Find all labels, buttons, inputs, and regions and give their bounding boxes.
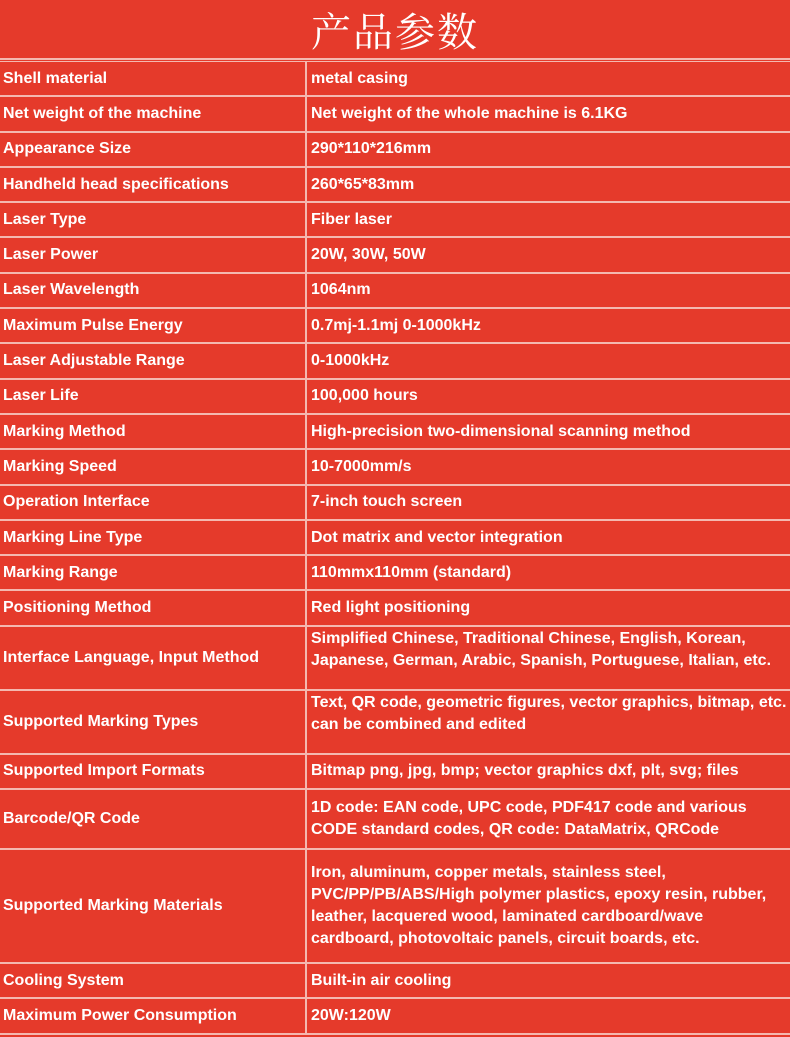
spec-label: Marking Line Type — [0, 521, 307, 554]
spec-label: Marking Method — [0, 415, 307, 448]
spec-label: Maximum Pulse Energy — [0, 309, 307, 342]
table-row — [0, 62, 790, 97]
spec-label: Laser Type — [0, 203, 307, 236]
table-row — [0, 627, 790, 691]
spec-label: Barcode/QR Code — [0, 790, 307, 848]
table-row — [0, 97, 790, 132]
spec-label: Handheld head specifications — [0, 168, 307, 201]
spec-label: Laser Adjustable Range — [0, 344, 307, 377]
spec-label: Net weight of the machine — [0, 97, 307, 130]
spec-value: Red light positioning — [311, 599, 471, 617]
table-row — [0, 790, 790, 850]
spec-label: Marking Speed — [0, 450, 307, 483]
spec-label: Laser Power — [0, 238, 307, 271]
spec-label: Marking Range — [0, 556, 307, 589]
spec-label: Cooling System — [0, 964, 307, 997]
spec-label: Positioning Method — [0, 591, 307, 624]
table-row — [0, 964, 790, 999]
spec-label: Supported Import Formats — [0, 755, 307, 788]
table-row — [0, 691, 790, 755]
spec-value: 0-1000kHz — [311, 352, 390, 370]
spec-label: Maximum Power Consumption — [0, 999, 307, 1032]
spec-label: Supported Marking Types — [0, 691, 307, 753]
spec-value: 290*110*216mm — [311, 140, 432, 158]
spec-value: High-precision two-dimensional scanning method — [311, 422, 691, 440]
spec-label: Supported Marking Materials — [0, 850, 307, 962]
title-divider — [0, 58, 790, 60]
table-row — [0, 755, 790, 790]
table-row — [0, 380, 790, 415]
table-row — [0, 999, 790, 1034]
page-title: 产品参数 — [311, 9, 479, 56]
spec-value: Iron, aluminum, copper metals, stainless steel, PVC/PP/PB/ABS/High polymer plastics, epoxy resin, rubber, leather, lacquered wood, laminated cardboard/wave cardboard, photovoltaic panels, circuit boards, etc. — [311, 864, 767, 948]
spec-value: 0.7mj-1.1mj 0-1000kHz — [311, 316, 481, 334]
spec-value: Simplified Chinese, Traditional Chinese, English, Korean, Japanese, German, Arabic, Spanish, Portuguese, Italian, etc. — [311, 629, 772, 669]
table-row — [0, 850, 790, 964]
spec-label: Interface Language, Input Method — [0, 627, 307, 689]
spec-value: Dot matrix and vector integration — [311, 528, 563, 546]
table-row — [0, 238, 790, 273]
spec-value: metal casing — [311, 69, 408, 87]
table-row — [0, 450, 790, 485]
table-row — [0, 168, 790, 203]
spec-label: Laser Wavelength — [0, 274, 307, 307]
table-row — [0, 344, 790, 379]
table-row — [0, 591, 790, 626]
table-row — [0, 203, 790, 238]
spec-value: Fiber laser — [311, 210, 392, 228]
table-row — [0, 309, 790, 344]
spec-value: 1D code: EAN code, UPC code, PDF417 code and various CODE standard codes, QR code: DataMatrix, QRCode — [311, 799, 747, 839]
spec-value: 260*65*83mm — [311, 175, 415, 193]
spec-label: Operation Interface — [0, 486, 307, 519]
table-row — [0, 521, 790, 556]
spec-value: Built-in air cooling — [311, 971, 452, 989]
spec-value: Bitmap png, jpg, bmp; vector graphics dxf, plt, svg; files — [311, 762, 739, 780]
spec-value: 1064nm — [311, 281, 371, 299]
table-row — [0, 486, 790, 521]
spec-value: 100,000 hours — [311, 387, 418, 405]
spec-label: Shell material — [0, 62, 307, 95]
table-row — [0, 133, 790, 168]
spec-value: Text, QR code, geometric figures, vector graphics, bitmap, etc. can be combined and edited — [311, 693, 787, 733]
spec-label: Appearance Size — [0, 133, 307, 166]
spec-label: Laser Life — [0, 380, 307, 413]
table-row — [0, 274, 790, 309]
spec-value: 20W:120W — [311, 1006, 391, 1024]
table-row — [0, 556, 790, 591]
spec-value: 10-7000mm/s — [311, 457, 412, 475]
spec-value: 110mmx110mm (standard) — [311, 563, 512, 581]
spec-table — [0, 61, 790, 1035]
spec-value: 20W, 30W, 50W — [311, 246, 426, 264]
spec-value: Net weight of the whole machine is 6.1KG — [311, 104, 628, 122]
table-row — [0, 415, 790, 450]
spec-value: 7-inch touch screen — [311, 493, 463, 511]
